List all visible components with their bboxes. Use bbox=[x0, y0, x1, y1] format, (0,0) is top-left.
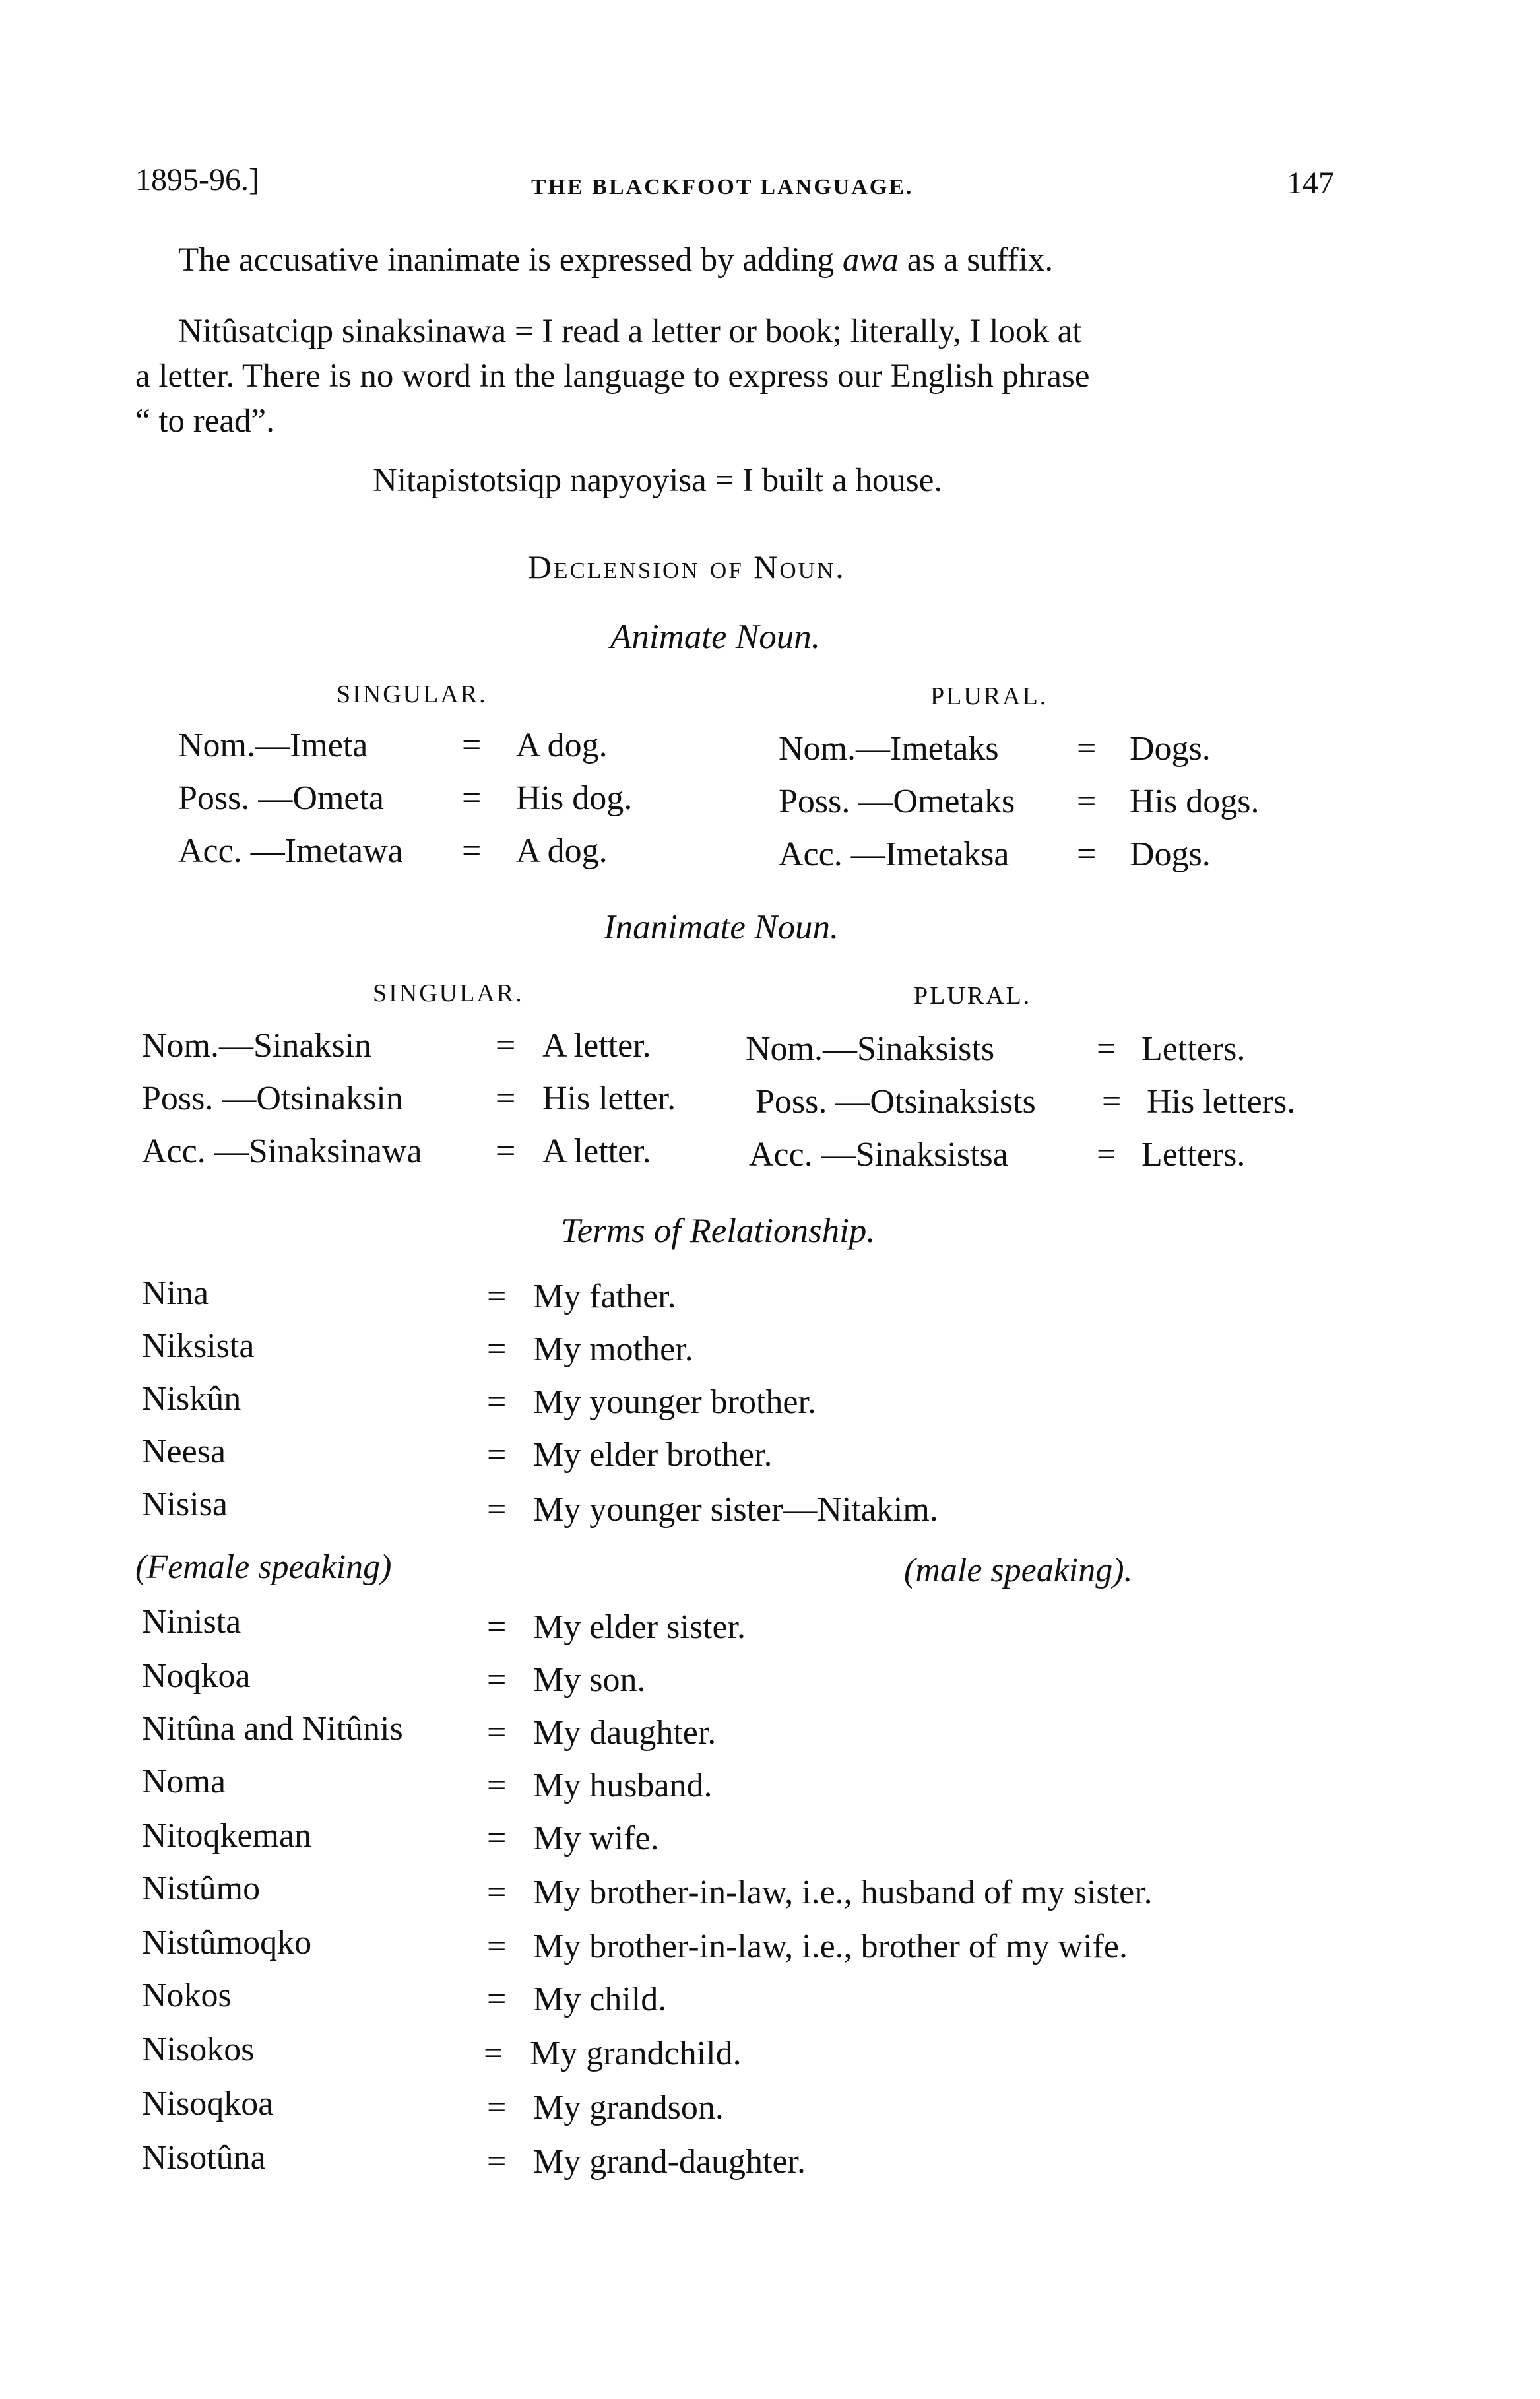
term-meaning: My grandchild. bbox=[530, 2035, 742, 2072]
relationship-heading: Terms of Relationship. bbox=[561, 1212, 876, 1250]
term-word: Neesa bbox=[142, 1433, 226, 1470]
term-word: Nitoqkeman bbox=[142, 1817, 312, 1855]
animate-singular-acc: Acc. —Imetawa bbox=[178, 832, 403, 870]
term-meaning: My brother-in-law, i.e., brother of my wife. bbox=[533, 1928, 1128, 1965]
inanimate-plural-acc-meaning: Letters. bbox=[1141, 1136, 1246, 1173]
animate-singular-label: SINGULAR. bbox=[337, 680, 488, 708]
term-word: Nitûna and Nitûnis bbox=[142, 1710, 403, 1748]
inanimate-singular-poss-meaning: His letter. bbox=[542, 1080, 676, 1117]
term-meaning: My grandson. bbox=[533, 2089, 724, 2126]
intro-para-2-line-3: “ to read”. bbox=[135, 403, 274, 440]
animate-plural-nom: Nom.—Imetaks bbox=[779, 730, 999, 768]
animate-plural-poss-meaning: His dogs. bbox=[1130, 783, 1260, 820]
term-word: Nina bbox=[142, 1274, 209, 1312]
animate-plural-label: PLURAL. bbox=[930, 682, 1048, 710]
equals-sign: = bbox=[1077, 730, 1097, 768]
equals-sign: = bbox=[496, 1080, 516, 1117]
equals-sign: = bbox=[496, 1133, 516, 1170]
term-word: Nisoqkoa bbox=[142, 2085, 274, 2122]
intro-line-1: The accusative inanimate is expressed by adding awa as a suffix. bbox=[178, 242, 1054, 279]
equals-sign: = bbox=[487, 1981, 507, 2018]
term-meaning: My elder sister. bbox=[533, 1608, 746, 1646]
male-speaking-note: (male speaking). bbox=[904, 1552, 1133, 1589]
equals-sign: = bbox=[487, 1608, 507, 1646]
header-year: 1895-96.] bbox=[135, 162, 259, 197]
term-meaning: My elder brother. bbox=[533, 1436, 773, 1474]
inanimate-singular-poss: Poss. —Otsinaksin bbox=[142, 1080, 403, 1117]
term-word: Noqkoa bbox=[142, 1657, 251, 1695]
inanimate-plural-label: PLURAL. bbox=[914, 982, 1032, 1010]
term-meaning: My daughter. bbox=[533, 1714, 717, 1752]
equals-sign: = bbox=[462, 832, 482, 870]
term-meaning: My husband. bbox=[533, 1767, 713, 1804]
inanimate-singular-label: SINGULAR. bbox=[373, 979, 524, 1007]
term-word: Nistûmo bbox=[142, 1870, 261, 1907]
equals-sign: = bbox=[1097, 1136, 1116, 1173]
equals-sign: = bbox=[487, 1714, 507, 1752]
equals-sign: = bbox=[1077, 783, 1097, 820]
equals-sign: = bbox=[1077, 836, 1097, 873]
inanimate-noun-heading: Inanimate Noun. bbox=[604, 908, 839, 946]
equals-sign: = bbox=[462, 727, 482, 764]
equals-sign: = bbox=[487, 1491, 507, 1528]
animate-singular-nom: Nom.—Imeta bbox=[178, 727, 368, 764]
animate-singular-nom-meaning: A dog. bbox=[516, 727, 608, 764]
term-word: Nisokos bbox=[142, 2031, 255, 2068]
inanimate-plural-acc: Acc. —Sinaksistsa bbox=[749, 1136, 1008, 1173]
term-word: Nisotûna bbox=[142, 2139, 266, 2177]
intro-para-2-line-2: a letter. There is no word in the language to express our English phrase bbox=[135, 358, 1090, 395]
equals-sign: = bbox=[487, 2089, 507, 2126]
term-meaning: My child. bbox=[533, 1981, 667, 2018]
equals-sign: = bbox=[487, 1820, 507, 1857]
animate-plural-acc: Acc. —Imetaksa bbox=[779, 836, 1010, 873]
equals-sign: = bbox=[487, 1874, 507, 1911]
equals-sign: = bbox=[487, 1383, 507, 1421]
equals-sign: = bbox=[496, 1027, 516, 1065]
animate-plural-acc-meaning: Dogs. bbox=[1130, 836, 1211, 873]
inanimate-singular-nom: Nom.—Sinaksin bbox=[142, 1027, 372, 1065]
female-speaking-note: (Female speaking) bbox=[135, 1548, 392, 1586]
inanimate-singular-nom-meaning: A letter. bbox=[542, 1027, 651, 1065]
term-meaning: My mother. bbox=[533, 1331, 693, 1368]
equals-sign: = bbox=[487, 2143, 507, 2181]
equals-sign: = bbox=[487, 1928, 507, 1965]
term-word: Nistûmoqko bbox=[142, 1924, 312, 1961]
term-meaning: My grand-daughter. bbox=[533, 2143, 806, 2181]
equals-sign: = bbox=[487, 1436, 507, 1474]
term-word: Nisisa bbox=[142, 1486, 228, 1523]
equals-sign: = bbox=[487, 1278, 507, 1315]
animate-noun-heading: Animate Noun. bbox=[610, 618, 820, 656]
animate-singular-poss: Poss. —Ometa bbox=[178, 779, 384, 817]
intro-example: Nitapistotsiqp napyoyisa = I built a house. bbox=[373, 462, 943, 499]
term-word: Niskûn bbox=[142, 1380, 241, 1418]
term-meaning: My younger sister—Nitakim. bbox=[533, 1491, 938, 1528]
term-word: Niksista bbox=[142, 1327, 255, 1365]
animate-singular-acc-meaning: A dog. bbox=[516, 832, 608, 870]
term-meaning: My brother-in-law, i.e., husband of my sister. bbox=[533, 1874, 1153, 1911]
equals-sign: = bbox=[487, 1767, 507, 1804]
equals-sign: = bbox=[487, 1661, 507, 1699]
term-meaning: My father. bbox=[533, 1278, 676, 1315]
animate-singular-poss-meaning: His dog. bbox=[516, 779, 633, 817]
inanimate-plural-nom-meaning: Letters. bbox=[1141, 1030, 1246, 1068]
term-word: Noma bbox=[142, 1763, 226, 1800]
equals-sign: = bbox=[1097, 1030, 1116, 1068]
equals-sign: = bbox=[484, 2035, 503, 2072]
declension-heading: Declension of Noun. bbox=[528, 548, 846, 585]
inanimate-singular-acc-meaning: A letter. bbox=[542, 1133, 651, 1170]
inanimate-plural-nom: Nom.—Sinaksists bbox=[746, 1030, 995, 1068]
equals-sign: = bbox=[487, 1331, 507, 1368]
header-title: THE BLACKFOOT LANGUAGE. bbox=[531, 175, 914, 199]
inanimate-plural-poss-meaning: His letters. bbox=[1147, 1083, 1296, 1121]
inanimate-plural-poss: Poss. —Otsinaksists bbox=[755, 1083, 1036, 1121]
term-meaning: My son. bbox=[533, 1661, 646, 1699]
page-number: 147 bbox=[1287, 166, 1334, 201]
equals-sign: = bbox=[462, 779, 482, 817]
animate-plural-poss: Poss. —Ometaks bbox=[779, 783, 1015, 820]
intro-para-2-line-1: Nitûsatciqp sinaksinawa = I read a letter or book; literally, I look at bbox=[178, 313, 1082, 350]
term-word: Ninista bbox=[142, 1603, 241, 1641]
term-meaning: My younger brother. bbox=[533, 1383, 816, 1421]
term-meaning: My wife. bbox=[533, 1820, 659, 1857]
animate-plural-nom-meaning: Dogs. bbox=[1130, 730, 1211, 768]
inanimate-singular-acc: Acc. —Sinaksinawa bbox=[142, 1133, 422, 1170]
term-word: Nokos bbox=[142, 1977, 232, 2014]
equals-sign: = bbox=[1102, 1083, 1122, 1121]
